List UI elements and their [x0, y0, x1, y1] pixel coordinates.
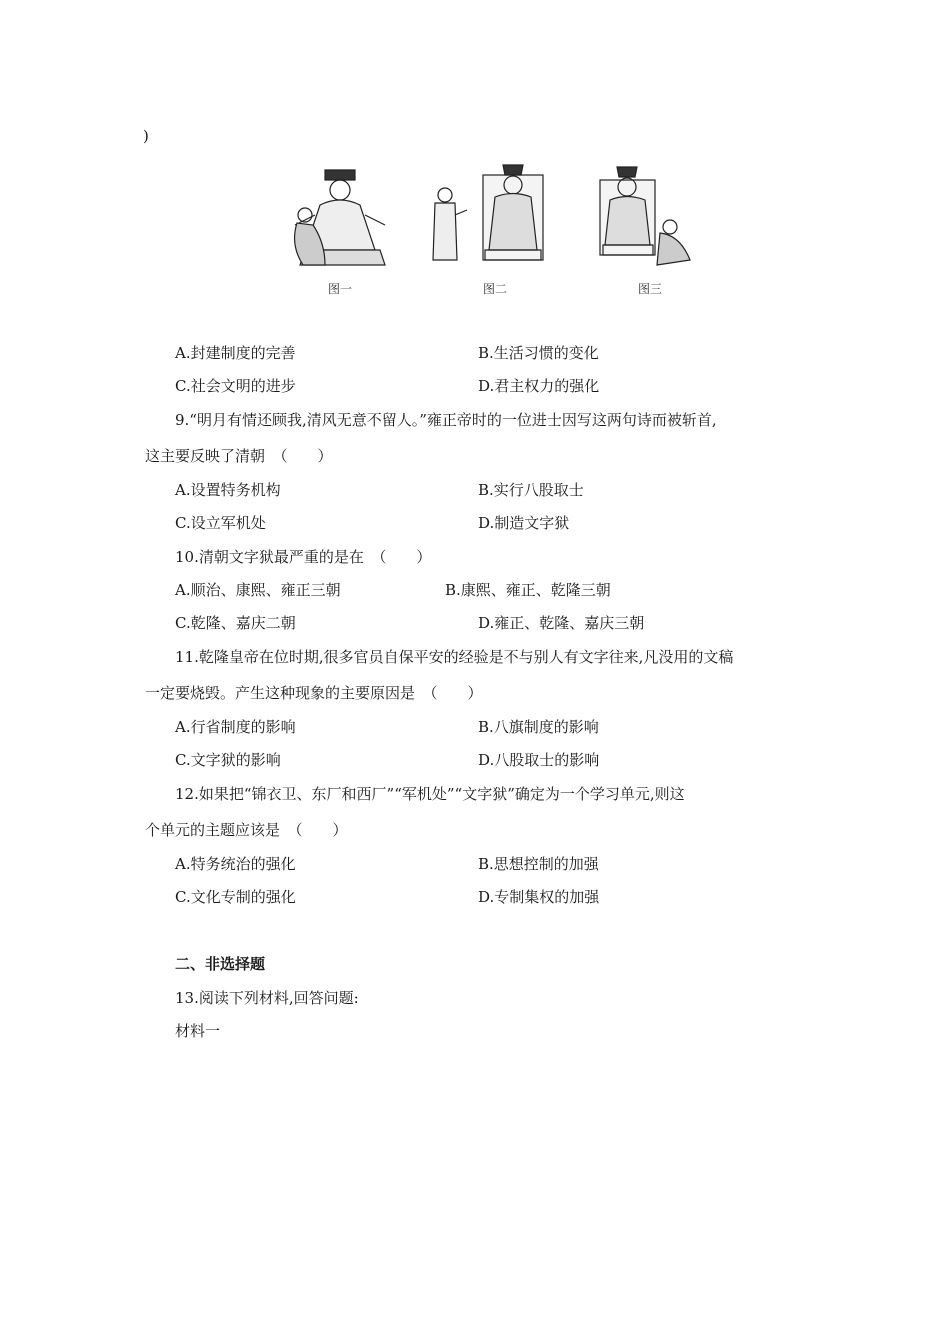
q9-option-c: C.设立军机处 — [175, 514, 266, 532]
figure-caption-two: 图二 — [482, 282, 508, 296]
figure-one-illustration — [295, 170, 385, 265]
figure-caption-one: 图一 — [327, 282, 353, 296]
q9-option-b: B.实行八股取士 — [478, 481, 584, 499]
q12-option-c: C.文化专制的强化 — [175, 888, 296, 906]
q12-stem-line1: 12.如果把“锦衣卫、东厂和西厂”“军机处”“文字狱”确定为一个学习单元,则这 — [175, 785, 685, 803]
figure-three-illustration — [600, 167, 690, 265]
q11-stem-line2: 一定要烧毁。产生这种现象的主要原因是 （ ） — [145, 684, 483, 702]
q8-option-b: B.生活习惯的变化 — [478, 344, 599, 362]
q11-option-b: B.八旗制度的影响 — [478, 718, 599, 736]
q11-option-d: D.八股取士的影响 — [478, 751, 600, 769]
q12-option-a: A.特务统治的强化 — [175, 855, 296, 873]
figure-emperor-ministers — [285, 155, 705, 300]
q10-option-c: C.乾隆、嘉庆二朝 — [175, 614, 296, 632]
q12-stem-line2: 个单元的主题应该是 （ ） — [145, 821, 348, 839]
q8-option-d: D.君主权力的强化 — [478, 377, 600, 395]
q10-option-b: B.康熙、雍正、乾隆三朝 — [445, 581, 611, 599]
q12-option-b: B.思想控制的加强 — [478, 855, 599, 873]
figure-caption-three: 图三 — [637, 282, 663, 296]
q9-stem-line1: 9.“明月有情还顾我,清风无意不留人。”雍正帝时的一位进士因写这两句诗而被斩首, — [175, 411, 717, 429]
q9-option-a: A.设置特务机构 — [175, 481, 281, 499]
figure-two-illustration — [433, 165, 543, 260]
q10-option-d: D.雍正、乾隆、嘉庆三朝 — [478, 614, 645, 632]
q11-option-a: A.行省制度的影响 — [175, 718, 296, 736]
q13-stem: 13.阅读下列材料,回答问题: — [175, 989, 359, 1007]
q11-stem-line1: 11.乾隆皇帝在位时期,很多官员自保平安的经验是不与别人有文字往来,凡没用的文稿 — [175, 648, 734, 666]
q9-option-d: D.制造文字狱 — [478, 514, 570, 532]
continued-paren: ) — [143, 127, 149, 145]
q9-stem-line2: 这主要反映了清朝 （ ） — [145, 447, 333, 465]
material-one-label: 材料一 — [175, 1022, 221, 1040]
q10-stem: 10.清朝文字狱最严重的是在 （ ） — [175, 548, 432, 566]
q12-option-d: D.专制集权的加强 — [478, 888, 600, 906]
section-heading: 二、非选择题 — [175, 955, 266, 973]
q11-option-c: C.文字狱的影响 — [175, 751, 281, 769]
q10-option-a: A.顺治、康熙、雍正三朝 — [175, 581, 341, 599]
q8-option-c: C.社会文明的进步 — [175, 377, 296, 395]
q8-option-a: A.封建制度的完善 — [175, 344, 296, 362]
